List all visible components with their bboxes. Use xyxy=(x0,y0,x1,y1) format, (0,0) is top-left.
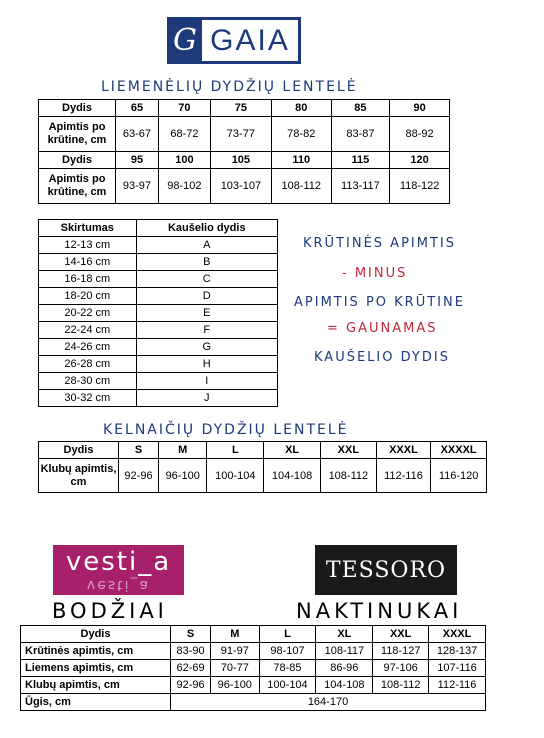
hips-cell: 104-108 xyxy=(264,459,321,493)
size-cell: 65 xyxy=(116,100,159,117)
formula-line-underbust: APIMTIS PO KRŪTINE xyxy=(294,295,465,310)
cup-cell: F xyxy=(136,322,277,339)
cup-cell: A xyxy=(136,237,277,254)
table-row xyxy=(39,339,278,356)
girth-label: Apimtis po krūtine, cm xyxy=(39,117,116,152)
value-cell: 108-117 xyxy=(316,643,373,660)
vestia-wordmark: vesti_a xyxy=(65,547,172,577)
size-cell: 115 xyxy=(331,152,390,169)
cup-cell: G xyxy=(136,339,277,356)
table-row xyxy=(39,356,278,373)
cup-cell: C xyxy=(136,271,277,288)
formula-line-equals: = GAUNAMAS xyxy=(327,321,438,336)
table-row xyxy=(39,100,450,117)
cup-cell: E xyxy=(136,305,277,322)
bra-size-table xyxy=(38,99,450,204)
column-header: Kaušelio dydis xyxy=(136,220,277,237)
difference-cell: 12-13 cm xyxy=(39,237,137,254)
difference-cell: 24-26 cm xyxy=(39,339,137,356)
table-row xyxy=(39,459,487,493)
value-cell: 70-77 xyxy=(211,660,259,677)
table-row xyxy=(39,152,450,169)
value-cell: 104-108 xyxy=(316,677,373,694)
size-cell: XL xyxy=(316,626,373,643)
table-row xyxy=(39,254,278,271)
cup-cell: J xyxy=(136,390,277,407)
size-cell: 105 xyxy=(210,152,271,169)
bra-size-heading: LIEMENĖLIŲ DYDŽIŲ LENTELĖ xyxy=(101,79,358,95)
hips-cell: 100-104 xyxy=(207,459,264,493)
difference-cell: 20-22 cm xyxy=(39,305,137,322)
size-cell: L xyxy=(259,626,316,643)
value-cell: 78-85 xyxy=(259,660,316,677)
value-cell: 100-104 xyxy=(259,677,316,694)
girth-cell: 118-122 xyxy=(390,169,450,204)
nightwear-heading: NAKTINUKAI xyxy=(296,599,463,623)
girth-cell: 98-102 xyxy=(158,169,210,204)
cup-cell: B xyxy=(136,254,277,271)
hips-cell: 116-120 xyxy=(431,459,487,493)
size-cell: 80 xyxy=(271,100,331,117)
table-row xyxy=(21,626,486,643)
formula-line-minus: - MINUS xyxy=(342,266,408,281)
value-cell: 112-116 xyxy=(429,677,486,694)
value-cell: 107-116 xyxy=(429,660,486,677)
hips-label: Klubų apimtis, cm xyxy=(39,459,119,493)
hips-cell: 112-116 xyxy=(376,459,431,493)
girth-cell: 73-77 xyxy=(210,117,271,152)
girth-label: Apimtis po krūtine, cm xyxy=(39,169,116,204)
girth-cell: 63-67 xyxy=(116,117,159,152)
size-cell: S xyxy=(119,442,159,459)
size-cell: 75 xyxy=(210,100,271,117)
cup-cell: D xyxy=(136,288,277,305)
size-cell: XXL xyxy=(373,626,429,643)
formula-line-cup: KAUŠELIO DYDIS xyxy=(314,350,450,365)
table-row xyxy=(39,373,278,390)
hips-label: Klubų apimtis, cm xyxy=(21,677,171,694)
table-row xyxy=(39,322,278,339)
panties-size-table xyxy=(38,441,487,493)
girth-cell: 78-82 xyxy=(271,117,331,152)
girth-cell: 113-117 xyxy=(331,169,390,204)
value-cell: 62-69 xyxy=(171,660,211,677)
girth-cell: 108-112 xyxy=(271,169,331,204)
tessoro-logo xyxy=(315,545,457,595)
table-row xyxy=(39,442,487,459)
girth-cell: 93-97 xyxy=(116,169,159,204)
size-cell: XXXL xyxy=(429,626,486,643)
size-cell: 70 xyxy=(158,100,210,117)
value-cell: 92-96 xyxy=(171,677,211,694)
cup-cell: I xyxy=(136,373,277,390)
table-row xyxy=(39,117,450,152)
value-cell: 128-137 xyxy=(429,643,486,660)
size-cell: XL xyxy=(264,442,321,459)
girth-cell: 103-107 xyxy=(210,169,271,204)
size-cell: XXXL xyxy=(376,442,431,459)
difference-cell: 26-28 cm xyxy=(39,356,137,373)
difference-cell: 14-16 cm xyxy=(39,254,137,271)
column-header: Skirtumas xyxy=(39,220,137,237)
size-cell: 95 xyxy=(116,152,159,169)
table-row xyxy=(21,694,486,711)
girth-cell: 68-72 xyxy=(158,117,210,152)
hips-cell: 92-96 xyxy=(119,459,159,493)
table-row xyxy=(39,169,450,204)
value-cell: 91-97 xyxy=(211,643,259,660)
formula-line-bust: KRŪTINĖS APIMTIS xyxy=(303,236,456,251)
size-cell: M xyxy=(159,442,207,459)
table-row xyxy=(39,288,278,305)
gaia-wordmark: GAIA xyxy=(202,20,298,61)
size-label: Dydis xyxy=(39,442,119,459)
table-row xyxy=(21,677,486,694)
difference-cell: 30-32 cm xyxy=(39,390,137,407)
bust-label: Krūtinės apimtis, cm xyxy=(21,643,171,660)
hips-cell: 96-100 xyxy=(159,459,207,493)
table-row xyxy=(39,271,278,288)
table-row xyxy=(39,220,278,237)
size-label: Dydis xyxy=(39,100,116,117)
size-cell: XXXXL xyxy=(431,442,487,459)
difference-cell: 22-24 cm xyxy=(39,322,137,339)
panties-size-heading: KELNAIČIŲ DYDŽIŲ LENTELĖ xyxy=(103,422,349,438)
size-cell: S xyxy=(171,626,211,643)
gaia-logo xyxy=(167,17,301,64)
value-cell: 97-106 xyxy=(373,660,429,677)
size-label: Dydis xyxy=(21,626,171,643)
body-size-table xyxy=(20,625,486,711)
value-cell: 98-107 xyxy=(259,643,316,660)
size-cell: 90 xyxy=(390,100,450,117)
girth-cell: 83-87 xyxy=(331,117,390,152)
bodies-heading: BODŽIAI xyxy=(52,599,168,623)
size-label: Dydis xyxy=(39,152,116,169)
vestia-logo xyxy=(53,545,184,595)
size-cell: M xyxy=(211,626,259,643)
value-cell: 86-96 xyxy=(316,660,373,677)
table-row xyxy=(39,237,278,254)
cup-cell: H xyxy=(136,356,277,373)
table-row xyxy=(39,390,278,407)
tessoro-wordmark: TESSORO xyxy=(325,557,447,583)
cup-size-table xyxy=(38,219,278,407)
waist-label: Liemens apimtis, cm xyxy=(21,660,171,677)
table-row xyxy=(21,660,486,677)
height-cell: 164-170 xyxy=(171,694,486,711)
value-cell: 108-112 xyxy=(373,677,429,694)
table-row xyxy=(39,305,278,322)
size-cell: 120 xyxy=(390,152,450,169)
size-cell: L xyxy=(207,442,264,459)
value-cell: 83-90 xyxy=(171,643,211,660)
size-cell: XXL xyxy=(321,442,377,459)
table-row xyxy=(21,643,486,660)
value-cell: 96-100 xyxy=(211,677,259,694)
difference-cell: 16-18 cm xyxy=(39,271,137,288)
vestia-reflection: vesti_a xyxy=(86,577,151,593)
height-label: Ūgis, cm xyxy=(21,694,171,711)
difference-cell: 18-20 cm xyxy=(39,288,137,305)
value-cell: 118-127 xyxy=(373,643,429,660)
size-cell: 110 xyxy=(271,152,331,169)
girth-cell: 88-92 xyxy=(390,117,450,152)
size-cell: 100 xyxy=(158,152,210,169)
gaia-monogram: G xyxy=(168,18,202,63)
hips-cell: 108-112 xyxy=(321,459,377,493)
difference-cell: 28-30 cm xyxy=(39,373,137,390)
size-cell: 85 xyxy=(331,100,390,117)
